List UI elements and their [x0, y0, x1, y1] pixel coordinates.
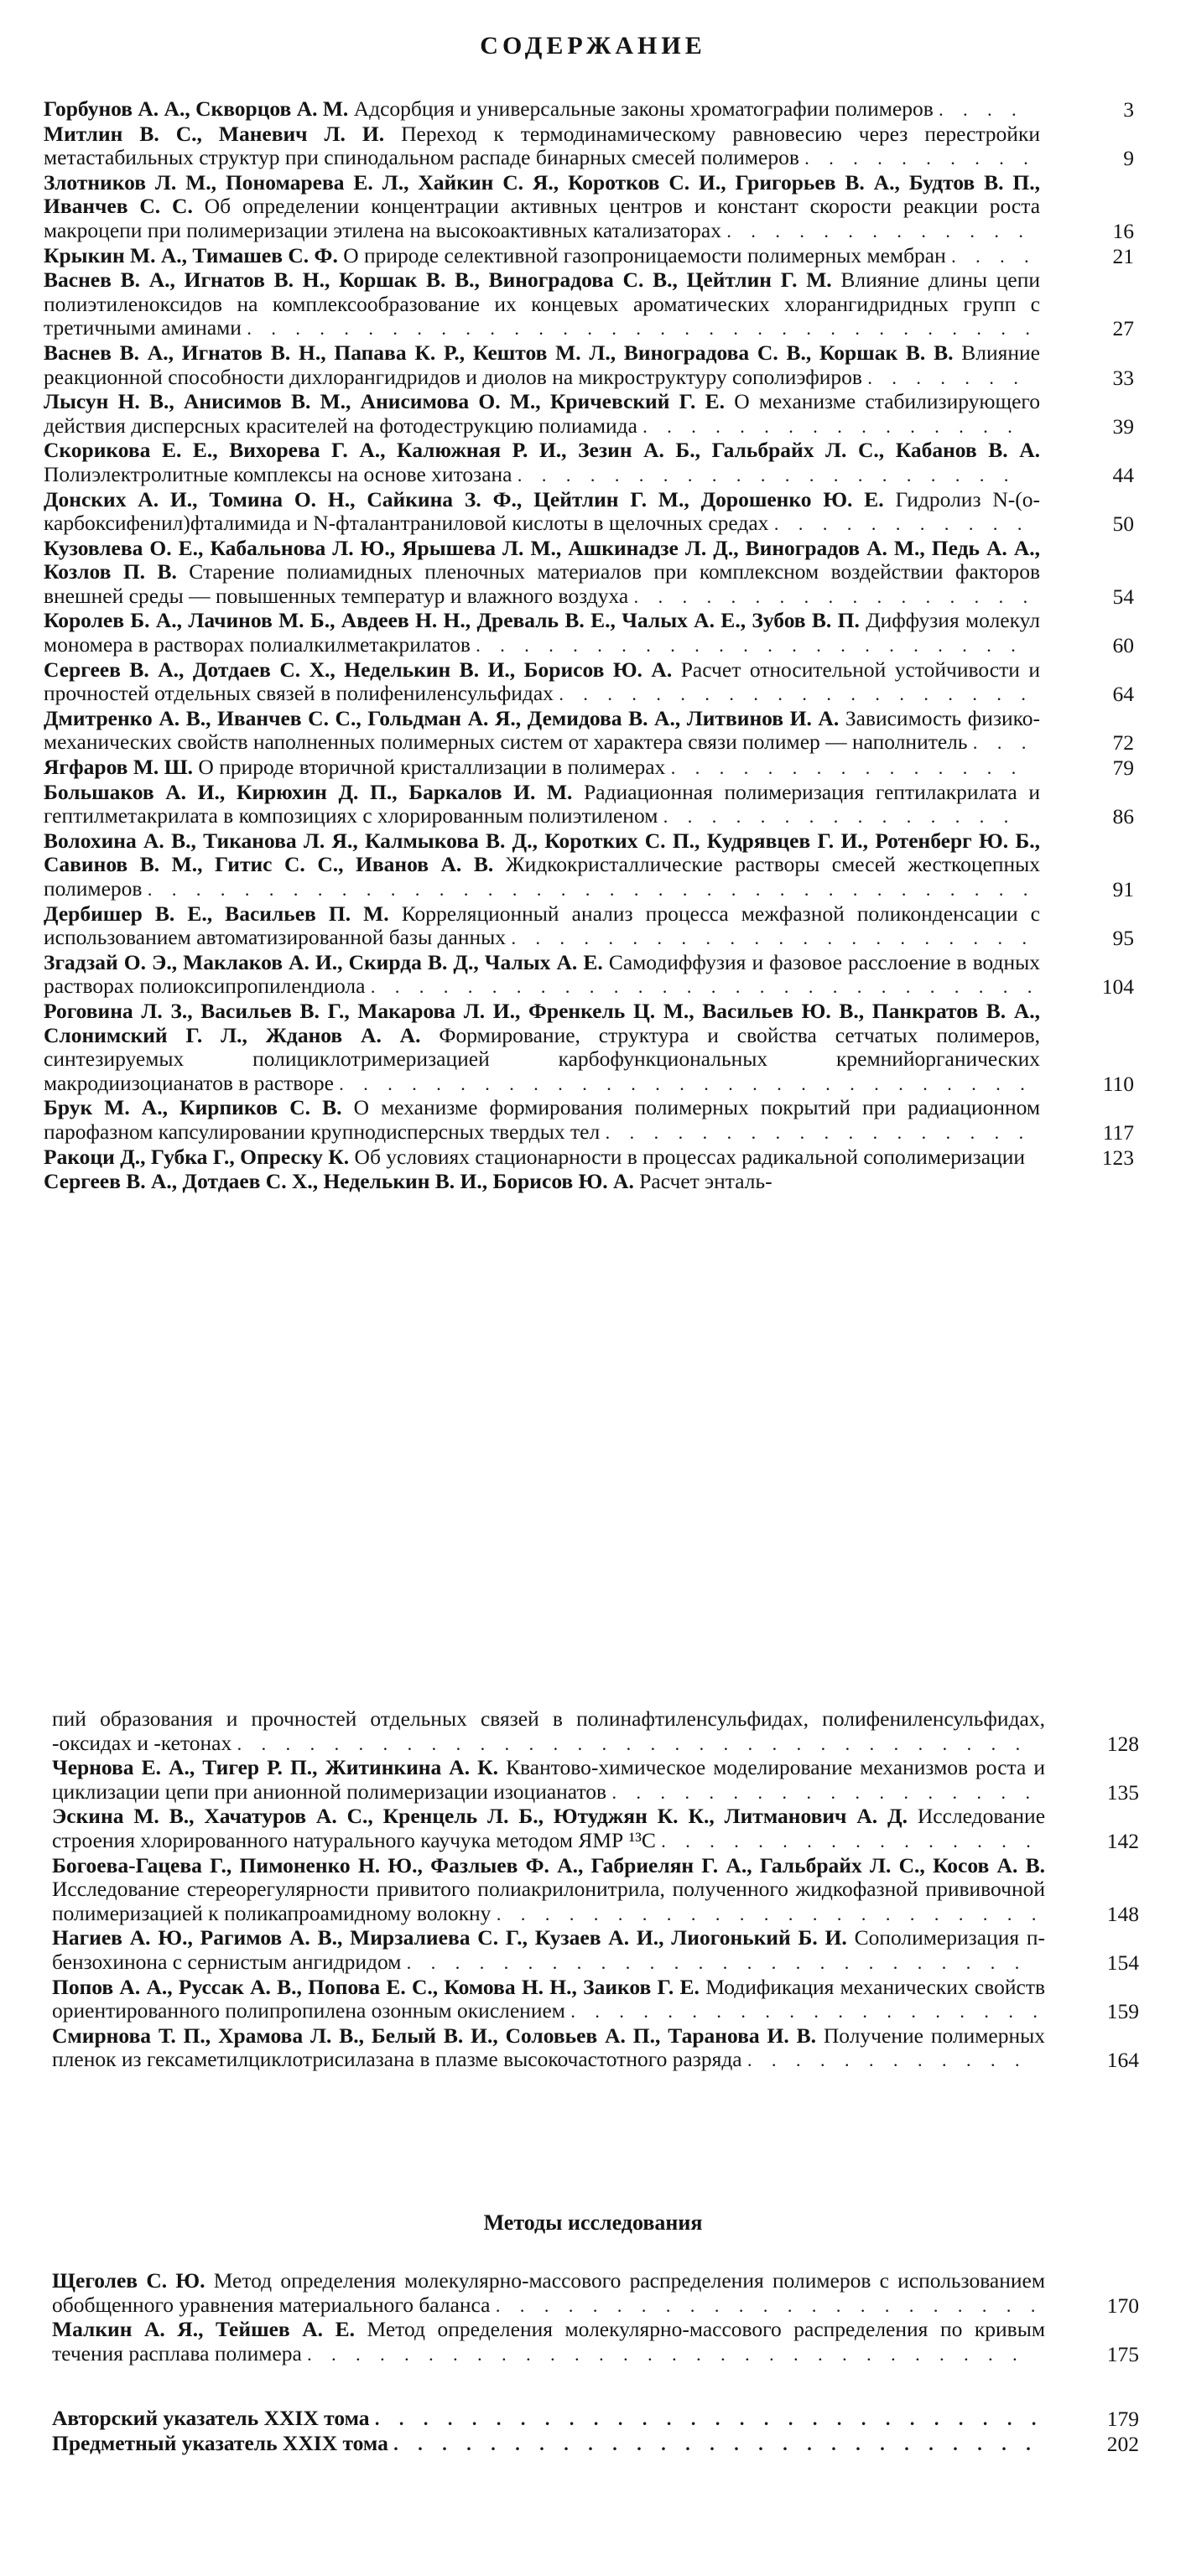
leader-dots: . . . . . . . . . . . . . . . . . . . . . . . . . . . . . . . . . . . . . — [147, 879, 1036, 900]
toc-entry-text — [52, 1976, 1045, 2024]
leader-dots: . . . . . . . . . . . . . . . . . . . . . . . . . . . — [393, 2433, 1038, 2454]
entry-authors: Скорикова Е. Е., Вихорева Г. А., Калюжная Р. И., Зезин А. Б., Гальбрайх Л. С., Кабанов В. А. — [44, 438, 1040, 463]
entry-title: Корреляционный анализ процесса межфазной поликонденсации с использованием автоматизированной базы данных — [44, 901, 1040, 950]
index-label: Предметный указатель XXIX тома — [52, 2430, 388, 2455]
entry-title: Адсорбция и универсальные законы хроматографии полимеров — [353, 96, 934, 121]
entry-title: Об определении концентрации активных центров и констант скорости реакции роста макроцепи при полимеризации этилена на высокоактивных катализаторах — [44, 194, 1041, 242]
toc-entry-text — [44, 488, 1040, 537]
entry-title: Метод определения молекулярно-массового распределения полимеров с использованием обобщенного уравнения материального баланса — [52, 2268, 1046, 2317]
leader-dots: . . . — [972, 732, 1034, 754]
toc-entry-text — [44, 829, 1040, 902]
entry-title: Сополимеризация п-бензохинона с сернистым ангидридом — [52, 1925, 1046, 1974]
page-number: 54 — [1112, 584, 1134, 609]
toc-entry — [44, 756, 1134, 781]
toc-entry-text — [44, 707, 1040, 756]
entry-authors: Дербишер В. Е., Васильев П. М. — [44, 901, 389, 926]
entry-authors: Злотников Л. М., Пономарева Е. Л., Хайкин С. Я., Коротков С. И., Григорьев В. А., Будтов В. П., Иванчев С. С. — [44, 169, 1040, 219]
toc-entry — [44, 390, 1134, 439]
page-number: 135 — [1106, 1779, 1139, 1805]
leader-dots: . . . . . . . . . . . . . . . . . . . . . . . . . . . . . . — [307, 2343, 1025, 2365]
leader-dots: . . . . . . . . . . — [804, 148, 1036, 169]
page-number: 60 — [1112, 633, 1134, 658]
toc-entry — [44, 537, 1134, 610]
page-number: 154 — [1106, 1950, 1139, 1975]
entry-authors: Волохина А. В., Тиканова Л. Я., Калмыкова В. Д., Коротких С. П., Кудрявцев Г. И., Ротенберг Ю. Б., Савинов В. М., Гитис С. С., Иванов А. В. — [44, 828, 1040, 877]
entry-title: Переход к термодинамическому равновесию через перестройки метастабильных структур при спинодальном распаде бинарных смесей полимеров — [44, 121, 1040, 170]
page-number: 202 — [1106, 2431, 1139, 2456]
entry-authors: Щеголев С. Ю. — [52, 2268, 205, 2293]
leader-dots: . . . . . . . . . . . . . . . . . . . . . . . — [495, 2294, 1043, 2316]
leader-dots: . . . . . . . . . . . . . . . . . . . . — [570, 2001, 1045, 2023]
toc-entry-text — [44, 951, 1040, 1000]
entry-title: Расчет относительной устойчивости и прочностей отдельных связей в полифениленсульфидах — [44, 657, 1041, 706]
page-number: 3 — [1123, 97, 1134, 122]
toc-entry — [44, 488, 1134, 537]
page-number: 44 — [1112, 462, 1134, 487]
page-number: 128 — [1106, 1731, 1139, 1756]
toc-entry-text — [52, 1926, 1045, 1975]
leader-dots: . . . . . . . . . . . . . . . . . . . . . . . — [496, 1903, 1044, 1924]
toc-entry — [44, 902, 1134, 951]
page-number: 95 — [1112, 926, 1134, 951]
leader-dots: . . . . . . . . . . . . . . . — [670, 757, 1024, 779]
toc-entry-text — [44, 537, 1040, 610]
entry-title: Самодиффузия и фазовое расслоение в водных растворах полиоксипропилендиола — [44, 949, 1041, 999]
toc-entry — [44, 171, 1134, 244]
entry-authors: Васнев В. А., Игнатов В. Н., Коршак В. В., Виноградова С. В., Цейтлин Г. М. — [44, 267, 832, 293]
toc-entry — [52, 2407, 1139, 2432]
entry-title: Модификация механических свойств ориентированного полипропилена озонным окислением — [52, 1974, 1046, 2023]
leader-dots: . . . . . . . . . . . . . . . . . . . . . . . . . . . . — [370, 976, 1040, 998]
entry-title: Формирование, структура и свойства сетчатых полимеров, синтезируемых полициклотримеризацией карбофункциональных кремнийорганических макродиизоцианатов в растворе — [44, 1022, 1041, 1095]
entry-authors: Васнев В. А., Игнатов В. Н., Папава К. Р., Кештов М. Л., Виноградова С. В., Коршак В. В. — [44, 340, 954, 365]
leader-dots: . . . . . . . . . . . . . . . . . . . . . . . — [476, 635, 1023, 657]
toc-entry-text — [44, 902, 1040, 951]
toc-entry — [44, 1145, 1134, 1171]
toc-entry-text — [52, 1756, 1045, 1805]
toc-entry-text — [44, 781, 1040, 829]
page-number: 16 — [1112, 218, 1134, 243]
entry-authors: Горбунов А. А., Скворцов А. М. — [44, 96, 349, 121]
page-number: 21 — [1112, 243, 1134, 268]
toc-entry — [52, 2024, 1139, 2073]
page-number: 64 — [1112, 682, 1134, 707]
entry-authors: Роговина Л. З., Васильев В. Г., Макарова Л. И., Френкель Ц. М., Васильев Ю. В., Панкратов В. А., Слонимский Г. Л., Жданов А. А. — [44, 998, 1040, 1047]
toc-entry-text — [44, 756, 1040, 781]
toc-entry — [44, 1096, 1134, 1145]
page-number: 72 — [1112, 730, 1134, 756]
leader-dots: . . . . . . . . . . . . . . . . . . — [611, 1781, 1038, 1803]
entry-authors: Дмитренко А. В., Иванчев С. С., Гольдман А. Я., Демидова В. А., Литвинов И. А. — [44, 705, 840, 730]
leader-dots: . . . . . . . . . . . . . . . . . . . . . . . . . . . . . — [339, 1072, 1033, 1094]
toc-entry-text — [52, 2269, 1045, 2318]
entry-title: Получение полимерных пленок из гексаметилциклотрисилазана в плазме высокочастотного разряда — [52, 2023, 1045, 2072]
page-number: 91 — [1112, 877, 1134, 901]
entry-title: пий образования и прочностей отдельных связей в полинафтиленсульфидах, полифениленсульфидах, -оксидах и -кетонах — [52, 1706, 1045, 1755]
page-number: 148 — [1106, 1901, 1139, 1926]
entry-title: О механизме формирования полимерных покрытий при радиационном парофазном капсулировании крупнодисперсных твердых тел — [44, 1095, 1041, 1144]
page-number: 27 — [1112, 316, 1134, 341]
page-number: 117 — [1102, 1119, 1134, 1145]
toc-entry — [44, 268, 1134, 341]
page-number: 33 — [1112, 365, 1134, 390]
toc-entry — [44, 781, 1134, 829]
entry-authors: Смирнова Т. П., Храмова Л. В., Белый В. И., Соловьев А. П., Таранова И. В. — [52, 2023, 816, 2048]
toc-entry-text — [52, 1854, 1045, 1927]
toc-entry — [44, 341, 1134, 390]
toc-entry-text — [44, 390, 1040, 439]
entry-authors: Донских А. И., Томина О. Н., Сайкина З. Ф., Цейтлин Г. М., Дорошенко Ю. Е. — [44, 486, 884, 512]
entry-title: Влияние длины цепи полиэтиленоксидов на комплексообразование их концевых ароматических хлорангидридных групп с третичными аминами — [44, 267, 1040, 340]
entry-authors: Сергеев В. А., Дотдаев С. Х., Неделькин В. И., Борисов Ю. А. — [44, 1169, 634, 1194]
entry-title: Об условиях стационарности в процессах радикальной сополимеризации — [354, 1144, 1025, 1169]
toc-entry — [52, 1707, 1139, 1756]
toc-list-part2 — [52, 1707, 1139, 2073]
entry-title: Зависимость физико-механических свойств наполненных полимерных систем от характера связи полимер — наполнитель — [44, 705, 1040, 755]
page-number: 159 — [1106, 1999, 1139, 2024]
entry-title: Исследование строения хлорированного натурального каучука методом ЯМР ¹³С — [52, 1804, 1046, 1852]
leader-dots: . . . . . . . . . . . — [773, 513, 1030, 535]
toc-entry — [44, 97, 1134, 122]
entry-authors: Лысун Н. В., Анисимов В. М., Анисимова О. М., Кричевский Г. Е. — [44, 389, 726, 414]
page-number: 175 — [1106, 2341, 1139, 2366]
leader-dots: . . . . — [939, 99, 1024, 120]
toc-entry — [44, 951, 1134, 1000]
toc-entry-text — [44, 1170, 1040, 1194]
toc-entry — [52, 1854, 1139, 1927]
toc-entry-text — [44, 1000, 1040, 1096]
toc-entry — [44, 829, 1134, 902]
section-title: Методы исследования — [483, 2210, 703, 2235]
toc-entry-text — [52, 2432, 1045, 2457]
page-number: 110 — [1102, 1071, 1134, 1096]
toc-entry-text — [52, 1805, 1045, 1853]
toc-entry — [52, 2269, 1139, 2318]
entry-authors: Сергеев В. А., Дотдаев С. Х., Неделькин В. И., Борисов Ю. А. — [44, 657, 673, 682]
entry-title: Квантово-химическое моделирование механизмов роста и циклизации цепи при анионной полимеризации изоцианатов — [52, 1755, 1045, 1804]
index-label: Авторский указатель XXIX тома — [52, 2406, 370, 2430]
toc-entry — [44, 1170, 1134, 1194]
toc-entry — [52, 1976, 1139, 2024]
entry-title: Гидролиз N-(о-карбоксифенил)фталимида и N-фталантраниловой кислоты в щелочных средах — [44, 486, 1041, 536]
entry-authors: Ягфаров М. Ш. — [44, 755, 194, 780]
toc-entry — [44, 658, 1134, 707]
toc-entry-text — [44, 341, 1040, 390]
toc-entry-text — [44, 97, 1040, 122]
toc-list-part1 — [44, 97, 1134, 1194]
entry-authors: Згадзай О. Э., Маклаков А. И., Скирда В. Д., Чалых А. Е. — [44, 949, 603, 974]
page-title: СОДЕРЖАНИЕ — [480, 32, 706, 60]
leader-dots: . . . . . . . . . . . . . . . . . . . . . . . . . . . . — [374, 2408, 1044, 2429]
entry-title: Диффузия молекул мономера в растворах полиалкилметакрилатов — [44, 608, 1040, 657]
toc-entry-text — [44, 122, 1040, 171]
leader-dots: . . . . . . . . . . . . . . . . . . . . . — [517, 464, 1017, 486]
page-number: 104 — [1101, 974, 1134, 1000]
toc-entry-text — [52, 1707, 1045, 1756]
entry-title: Полиэлектролитные комплексы на основе хитозана — [44, 461, 512, 486]
toc-entry — [44, 707, 1134, 756]
entry-title: О природе вторичной кристаллизации в полимерах — [198, 755, 666, 780]
toc-entry-text — [44, 244, 1040, 269]
toc-list-part3 — [52, 2269, 1139, 2366]
entry-title: Метод определения молекулярно-массового распределения по кривым течения расплава полимера — [52, 2317, 1045, 2366]
toc-entry — [44, 609, 1134, 657]
entry-title: О механизме стабилизирующего действия дисперсных красителей на фотодеструкцию полиамида — [44, 389, 1041, 438]
entry-authors: Малкин А. Я., Тейшев А. Е. — [52, 2317, 355, 2342]
leader-dots: . . . . . . . . . . . . . . . . — [661, 1830, 1038, 1852]
toc-entry — [44, 122, 1134, 171]
page-number: 50 — [1112, 512, 1134, 537]
entry-authors: Брук М. А., Кирпиков С. В. — [44, 1095, 342, 1120]
toc-entry — [52, 1756, 1139, 1805]
entry-authors: Эскина М. В., Хачатуров А. С., Кренцель Л. Б., Ютуджян К. К., Литманович А. Д. — [52, 1804, 908, 1829]
leader-dots: . . . . . . . . . . . . . . . . . . . . — [559, 683, 1033, 705]
toc-entry-text — [44, 1145, 1040, 1171]
page-number: 39 — [1112, 413, 1134, 439]
leader-dots: . . . . . . . . . . . . . — [726, 220, 1031, 242]
toc-entry-text — [44, 439, 1040, 487]
leader-dots: . . . . . . . . . . . . . . . . . . . . . . . . . . . . . . . . . — [247, 318, 1038, 340]
entry-authors: Кузовлева О. Е., Кабальнова Л. Ю., Ярышева Л. М., Ашкинадзе Л. Д., Виноградов А. М., Педь А. А., Козлов П. В. — [44, 535, 1040, 584]
toc-entry-text — [44, 1096, 1040, 1145]
entry-authors: Ракоци Д., Губка Г., Опреску К. — [44, 1144, 350, 1169]
page-number: 9 — [1123, 146, 1134, 171]
toc-entry — [52, 2432, 1139, 2457]
toc-entry-text — [44, 658, 1040, 707]
index-list — [52, 2407, 1139, 2456]
toc-entry — [44, 244, 1134, 269]
entry-title: Исследование стереорегулярности привитого полиакрилонитрила, полученного жидкофазной прививочной полимеризацией к поликапроамидному волокну — [52, 1877, 1045, 1925]
entry-authors: Крыкин М. А., Тимашев С. Ф. — [44, 242, 338, 267]
leader-dots: . . . . . . . . . . . . . . . — [663, 806, 1017, 828]
leader-dots: . . . . . . . . . . . . . . . . . . . . . . — [511, 927, 1034, 949]
entry-authors: Нагиев А. Ю., Рагимов А. В., Мирзалиева С. Г., Кузаев А. И., Лиогонький Б. И. — [52, 1925, 847, 1950]
page-number: 164 — [1106, 2048, 1139, 2073]
entry-authors: Попов А. А., Руссак А. В., Попова Е. С., Комова Н. Н., Заиков Г. Е. — [52, 1974, 700, 1999]
page-number: 170 — [1106, 2293, 1139, 2318]
toc-entry-text — [44, 268, 1040, 341]
toc-entry — [52, 1805, 1139, 1853]
leader-dots: . . . . . . . . . . . . . . . . — [642, 415, 1020, 437]
entry-title: Радиационная полимеризация гептилакрилата и гептилметакрилата в композициях с хлорированным полиэтиленом — [44, 779, 1041, 828]
leader-dots: . . . . . . . . . . . . — [747, 2049, 1027, 2071]
toc-entry — [52, 1926, 1139, 1975]
page-number: 142 — [1106, 1828, 1139, 1853]
page-number: 86 — [1112, 804, 1134, 829]
leader-dots: . . . . . . . . . . . . . . . . . . . . . . . . . . — [406, 1951, 1027, 1973]
entry-title: О природе селективной газопроницаемости полимерных мембран — [343, 242, 946, 267]
entry-title: Старение полиамидных пленочных материалов при комплексном воздействии факторов внешней среды — повышенных температур и влажного воздуха — [44, 559, 1040, 608]
entry-authors: Митлин В. С., Маневич Л. И. — [44, 121, 385, 146]
leader-dots: . . . . — [951, 245, 1037, 267]
page-number: 179 — [1106, 2407, 1139, 2431]
leader-dots: . . . . . . . . . . . . . . . . . . . . . . . . . . . . . . . . . — [237, 1732, 1028, 1754]
page-number: 123 — [1101, 1145, 1134, 1170]
entry-title: Жидкокристаллические растворы смесей жесткоцепных полимеров — [44, 852, 1040, 901]
entry-title: Расчет энталь- — [639, 1169, 772, 1194]
entry-authors: Королев Б. А., Лачинов М. Б., Авдеев Н. Н., Древаль В. Е., Чалых А. Е., Зубов В. П. — [44, 608, 860, 633]
entry-authors: Богоева-Гацева Г., Пимоненко Н. Ю., Фазлыев Ф. А., Габриелян Г. А., Гальбрайх Л. С., Косов А. В. — [52, 1852, 1045, 1877]
toc-entry-text — [52, 2407, 1045, 2432]
toc-entry-text — [44, 609, 1040, 657]
page-number: 79 — [1112, 756, 1134, 781]
toc-entry — [44, 439, 1134, 487]
toc-entry-text — [52, 2024, 1045, 2073]
leader-dots: . . . . . . . . . . . . . . . . . . — [605, 1121, 1032, 1143]
leader-dots: . . . . . . . . . . . . . . . . . — [633, 585, 1036, 607]
leader-dots: . . . . . . . — [867, 366, 1026, 388]
entry-title: Влияние реакционной способности дихлорангидридов и диолов на микроструктуру сополиэфиров — [44, 340, 1041, 389]
toc-entry — [52, 2318, 1139, 2366]
toc-entry-text — [52, 2318, 1045, 2366]
toc-entry-text — [44, 171, 1040, 244]
toc-entry — [44, 1000, 1134, 1096]
entry-authors: Чернова Е. А., Тигер Р. П., Житинкина А. К. — [52, 1755, 498, 1780]
entry-authors: Большаков А. И., Кирюхин Д. П., Баркалов И. М. — [44, 779, 573, 804]
